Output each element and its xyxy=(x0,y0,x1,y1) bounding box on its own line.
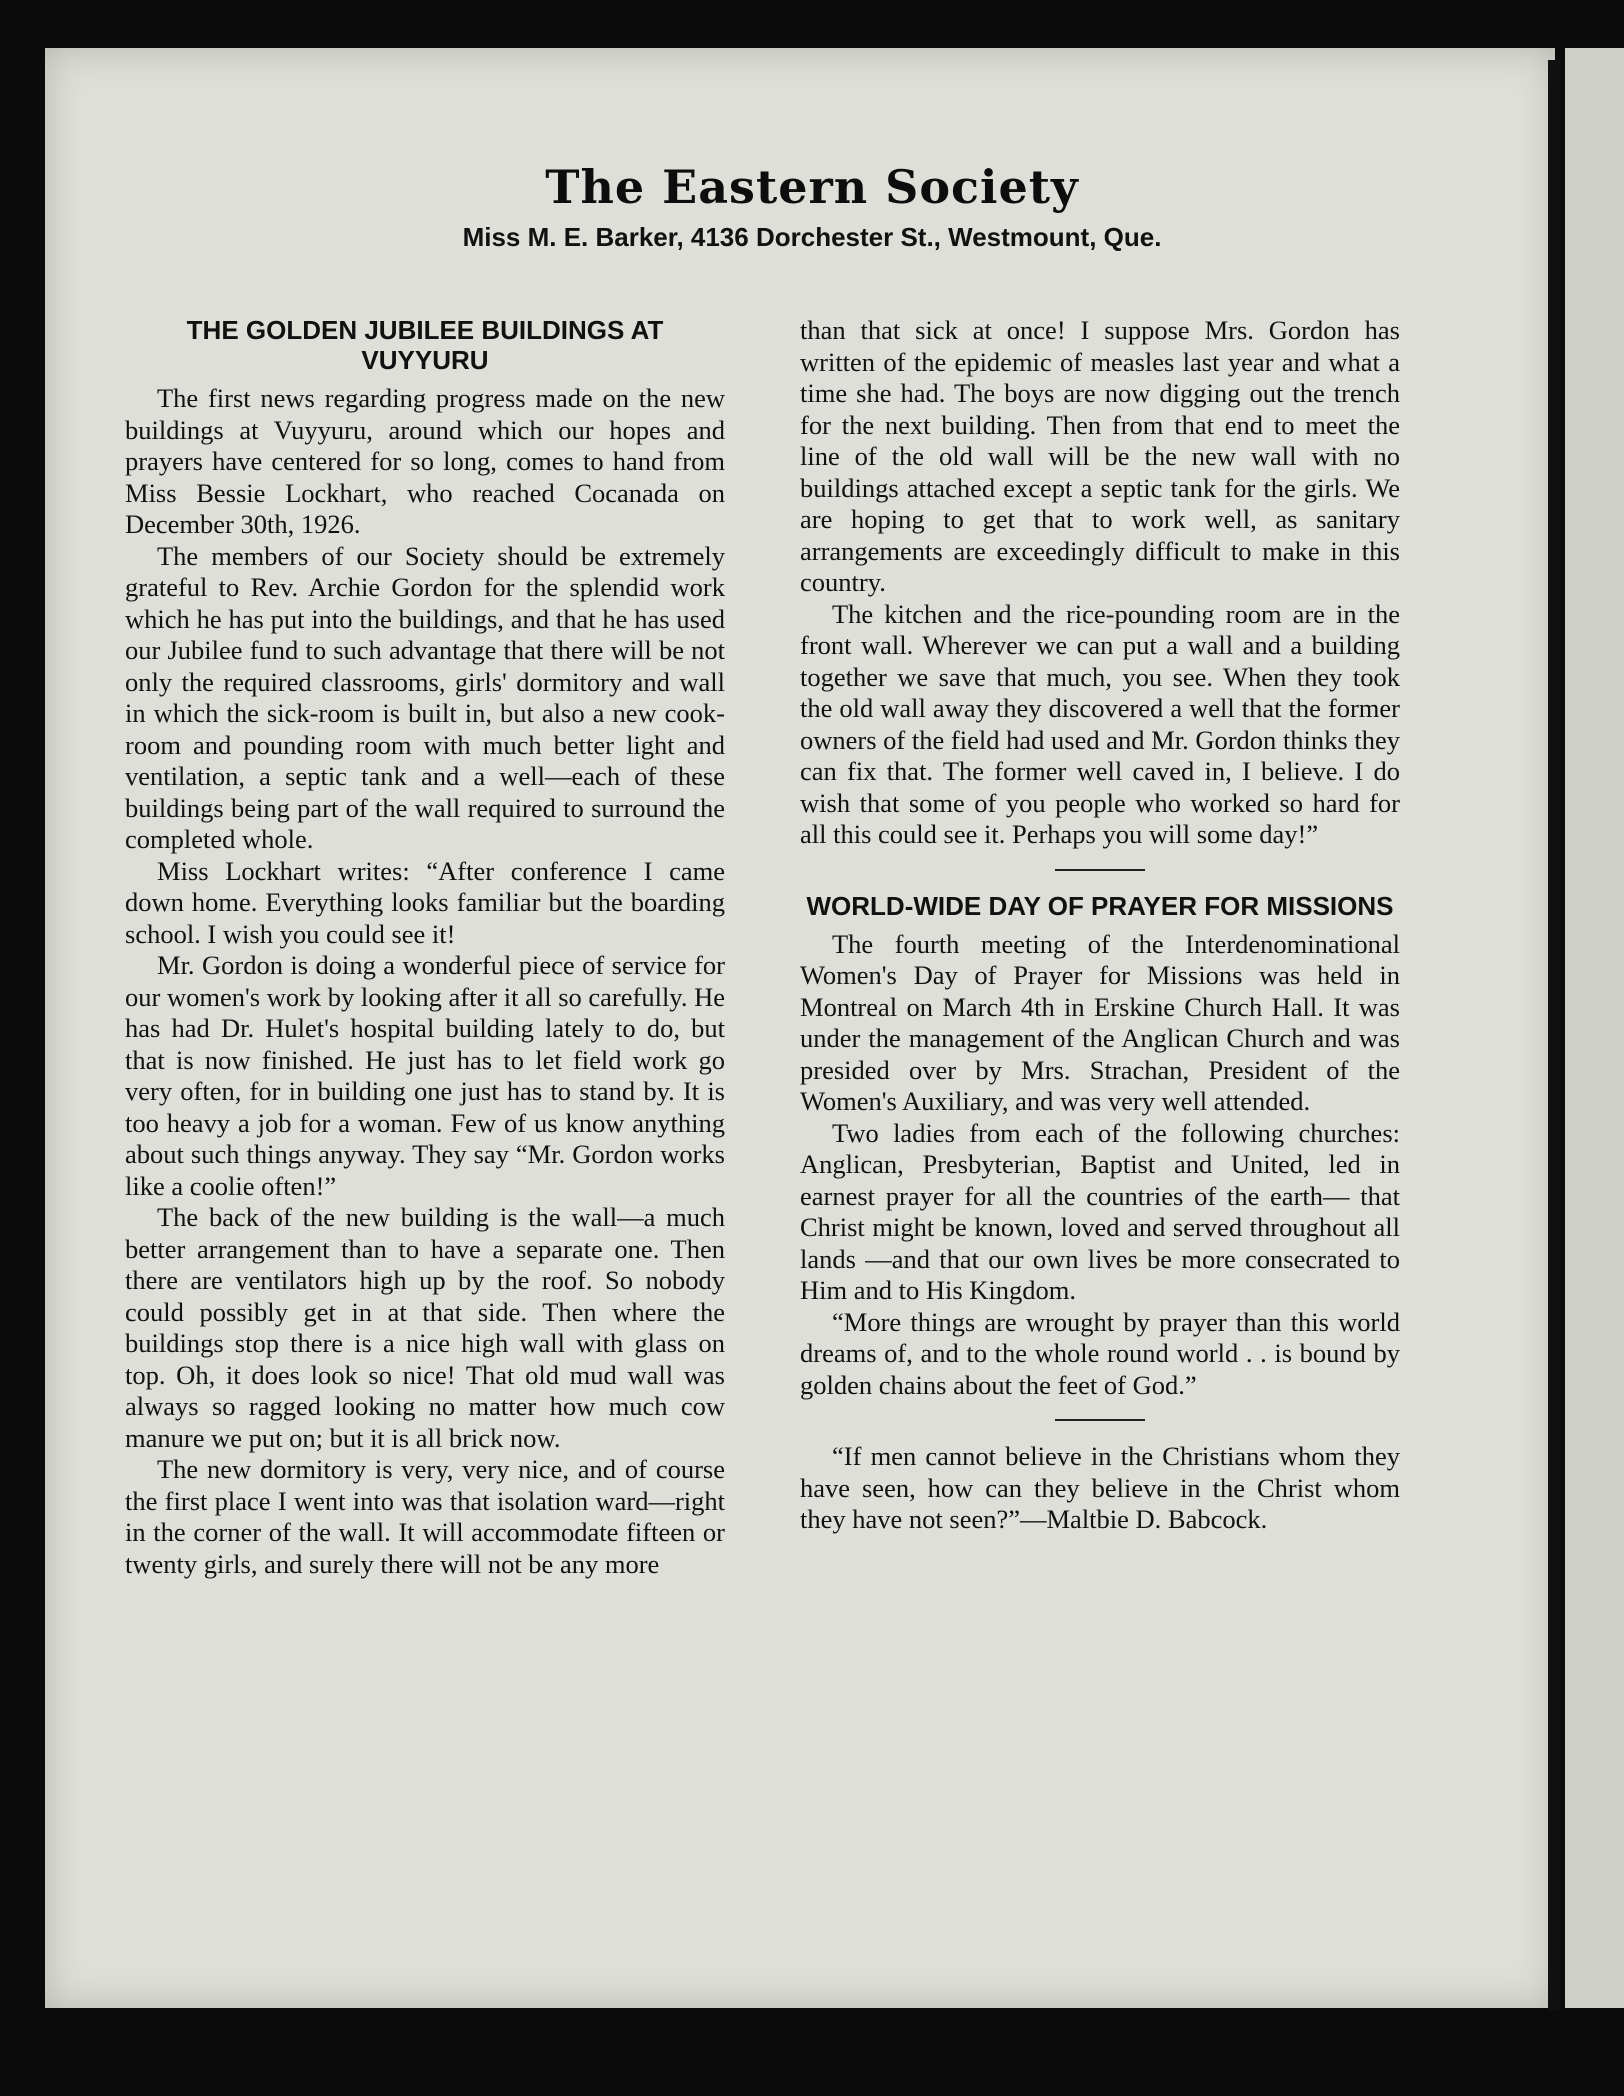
paragraph: The fourth meeting of the Interdenominational Women's Day of Prayer for Missions was held in Montreal on March 4th in Erskine Church Hall. It was under the management of the Anglican Church and was presided over by Mrs. Strachan, President of the Women's Auxiliary, and was very well attended. xyxy=(800,928,1400,1116)
paragraph: The first news regarding progress made on the new buildings at Vuyyuru, around which our hopes and prayers have centered for so long, comes to hand from Miss Bessie Lockhart, who reached Cocanada on December 30th, 1926. xyxy=(125,383,725,539)
paragraph: Mr. Gordon is doing a wonderful piece of service for our women's work by looking after it all so carefully. He has had Dr. Hulet's hospital building lately to do, but that is now finished. He just has to let field work go very often, for in building one just has to stand by. It is too heavy a job for a woman. Few of us know anything about such things anyway. They say “Mr. Gordon works like a coolie often!” xyxy=(125,950,725,1201)
closing-quote: “If men cannot believe in the Christians whom they have seen, how can they believe in the Christ whom they have not seen?”—Maltbie D. Babcock. xyxy=(800,1441,1400,1534)
left-column xyxy=(125,315,725,1580)
article-heading-jubilee: THE GOLDEN JUBILEE BUILDINGS AT VUYYURU xyxy=(186,315,664,375)
page-title: The Eastern Society xyxy=(545,160,1079,214)
paragraph-continued: than that sick at once! I suppose Mrs. Gordon has written of the epidemic of measles last year and what a time she had. The boys are now digging out the trench for the next building. Then from that end to meet the line of the old wall will be the new wall with no buildings attached except a septic tank for the girls. We are hoping to get that to work well, as sanitary arrangements are exceedingly difficult to make in this country. xyxy=(800,315,1400,597)
section-divider xyxy=(1055,869,1145,871)
article-heading-prayer: WORLD-WIDE DAY OF PRAYER FOR MISSIONS xyxy=(806,890,1394,921)
paragraph: The back of the new building is the wall—a much better arrangement than to have a separate one. Then there are ventilators high up by the roof. So nobody could possibly get in at that side. Then where the buildings stop there is a nice high wall with glass on top. Oh, it does look so nice! That old mud wall was always so ragged looking no matter how much cow manure we put on; but it is all brick now. xyxy=(125,1202,725,1453)
paragraph: The new dormitory is very, very nice, and of course the first place I went into was that isolation ward—right in the corner of the wall. It will accommodate fifteen or twenty girls, and surely there will not be any more xyxy=(125,1454,725,1579)
poem-quote: “More things are wrought by prayer than this world dreams of, and to the whole round world . . is bound by golden chains about the feet of God.” xyxy=(800,1306,1400,1400)
paragraph: The kitchen and the rice-pounding room are in the front wall. Wherever we can put a wall and a building together we save that much, you see. When they took the old wall away they discovered a well that the former owners of the field had used and Mr. Gordon thinks they can fix that. The former well caved in, I believe. I do wish that some of you people who worked so hard for all this could see it. Perhaps you will some day!” xyxy=(800,598,1400,849)
paragraph: The members of our Society should be extremely grateful to Rev. Archie Gordon for the splendid work which he has put into the buildings, and that he has used our Jubilee fund to such advantage that there will be not only the required classrooms, girls' dormitory and wall in which the sick-room is built in, but also a new cook-room and pounding room with much better light and ventilation, a septic tank and a well—each of these buildings being part of the wall required to surround the completed whole. xyxy=(125,540,725,854)
paragraph: Miss Lockhart writes: “After conference I came down home. Everything looks familiar but the boarding school. I wish you could see it! xyxy=(125,855,725,949)
masthead xyxy=(0,160,1624,253)
section-divider xyxy=(1055,1419,1145,1421)
adjacent-page-edge xyxy=(1565,48,1624,2008)
binding-spine xyxy=(1548,60,1560,2010)
right-column xyxy=(800,315,1400,1536)
paragraph: Two ladies from each of the following churches: Anglican, Presbyterian, Baptist and United, led in earnest prayer for all the countries of the earth— that Christ might be known, loved and served throughout all lands —and that our own lives be more consecrated to Him and to His Kingdom. xyxy=(800,1117,1400,1305)
editor-address: Miss M. E. Barker, 4136 Dorchester St., Westmount, Que. xyxy=(462,222,1162,252)
